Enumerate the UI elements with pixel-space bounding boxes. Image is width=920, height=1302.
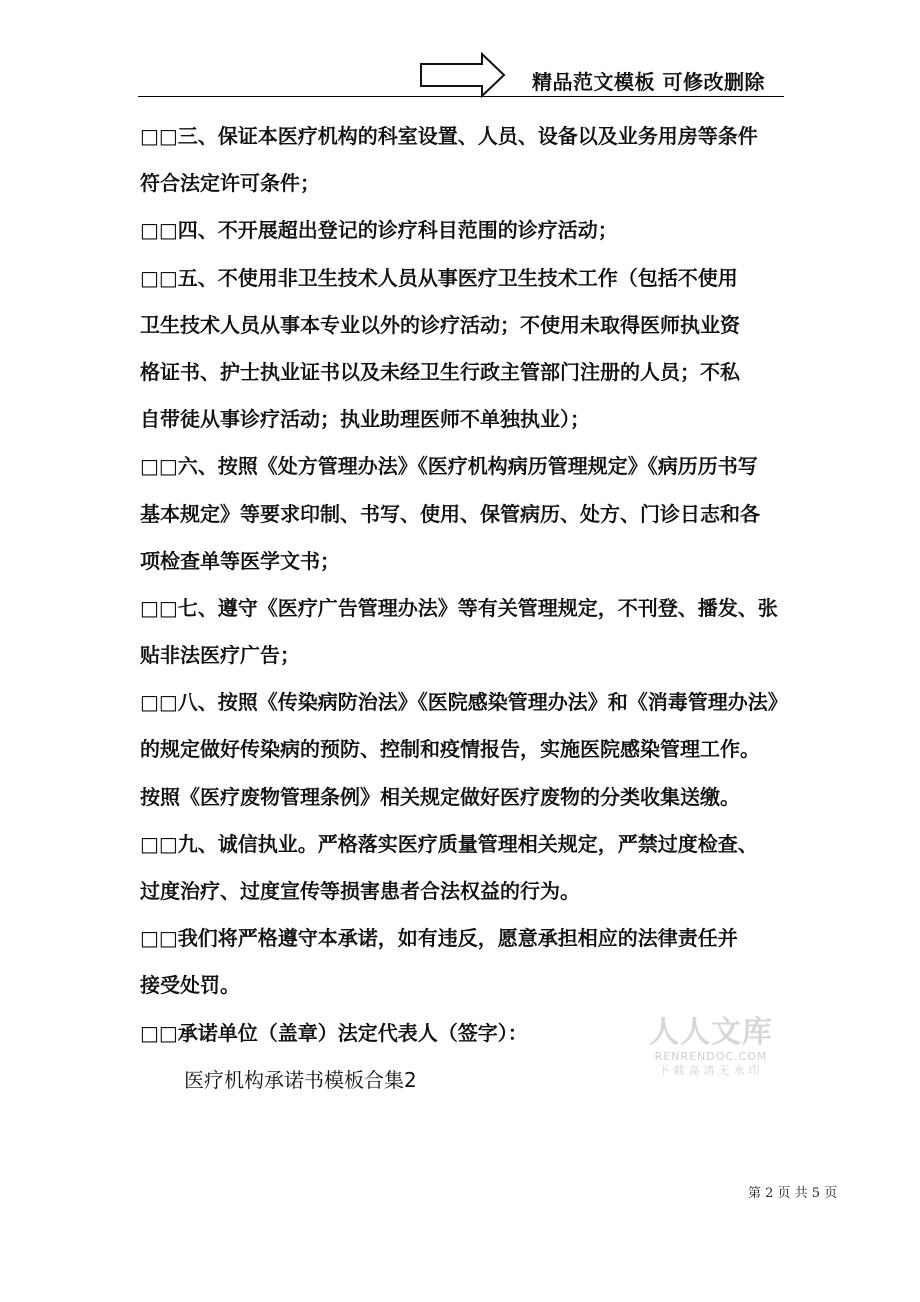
body-line: □□五、不使用非卫生技术人员从事医疗卫生技术工作（包括不使用 <box>140 265 738 290</box>
page-number: 第 2 页 共 5 页 <box>748 1186 838 1201</box>
document-body <box>140 116 800 1107</box>
signature-line: □□承诺单位（盖章）法定代表人（签字）： <box>140 1020 528 1045</box>
body-line: □□八、按照《传染病防治法》《医院感染管理办法》和《消毒管理办法》 <box>140 690 788 715</box>
body-line: 卫生技术人员从事本专业以外的诊疗活动；不使用未取得医师执业资 <box>140 312 740 337</box>
body-line: □□九、诚信执业。严格落实医疗质量管理相关规定，严禁过度检查、 <box>140 831 758 856</box>
watermark-url-text: RENRENDOC.COM <box>654 1050 768 1063</box>
body-line: □□四、不开展超出登记的诊疗科目范围的诊疗活动； <box>140 218 618 243</box>
body-line: 项检查单等医学文书； <box>140 548 340 573</box>
body-line: □□六、按照《处方管理办法》《医疗机构病历管理规定》《病历历书写 <box>140 454 758 479</box>
arrow-icon <box>420 52 506 98</box>
body-line: 接受处罚。 <box>140 973 240 998</box>
body-line: 过度治疗、过度宣传等损害患者合法权益的行为。 <box>140 879 580 903</box>
body-line: 自带徒从事诊疗活动；执业助理医师不单独执业）； <box>140 407 590 432</box>
next-section-title: 医疗机构承诺书模板合集2 <box>184 1067 417 1092</box>
header-title: 精品范文模板 可修改删除 <box>532 70 765 94</box>
body-line: 格证书、护士执业证书以及未经卫生行政主管部门注册的人员；不私 <box>140 359 740 384</box>
watermark-main-text: 人人文库 <box>649 1015 773 1050</box>
body-line: 基本规定》等要求印制、书写、使用、保管病历、处方、门诊日志和各 <box>140 501 760 526</box>
body-line: 的规定做好传染病的预防、控制和疫情报告，实施医院感染管理工作。 <box>140 737 760 762</box>
header-divider <box>138 96 784 97</box>
body-line: □□七、遵守《医疗广告管理办法》等有关管理规定，不刊登、播发、张 <box>140 595 778 620</box>
body-line: □□三、保证本医疗机构的科室设置、人员、设备以及业务用房等条件 <box>140 124 758 148</box>
body-line: 按照《医疗废物管理条例》相关规定做好医疗废物的分类收集送缴。 <box>140 784 740 809</box>
watermark-sub-text: 下载高清无水印 <box>658 1064 764 1077</box>
body-line: □□我们将严格遵守本承诺，如有违反，愿意承担相应的法律责任并 <box>140 926 738 951</box>
watermark-logo <box>646 1016 776 1078</box>
body-line: 符合法定许可条件； <box>140 171 320 196</box>
body-line: 贴非法医疗广告； <box>140 643 300 668</box>
